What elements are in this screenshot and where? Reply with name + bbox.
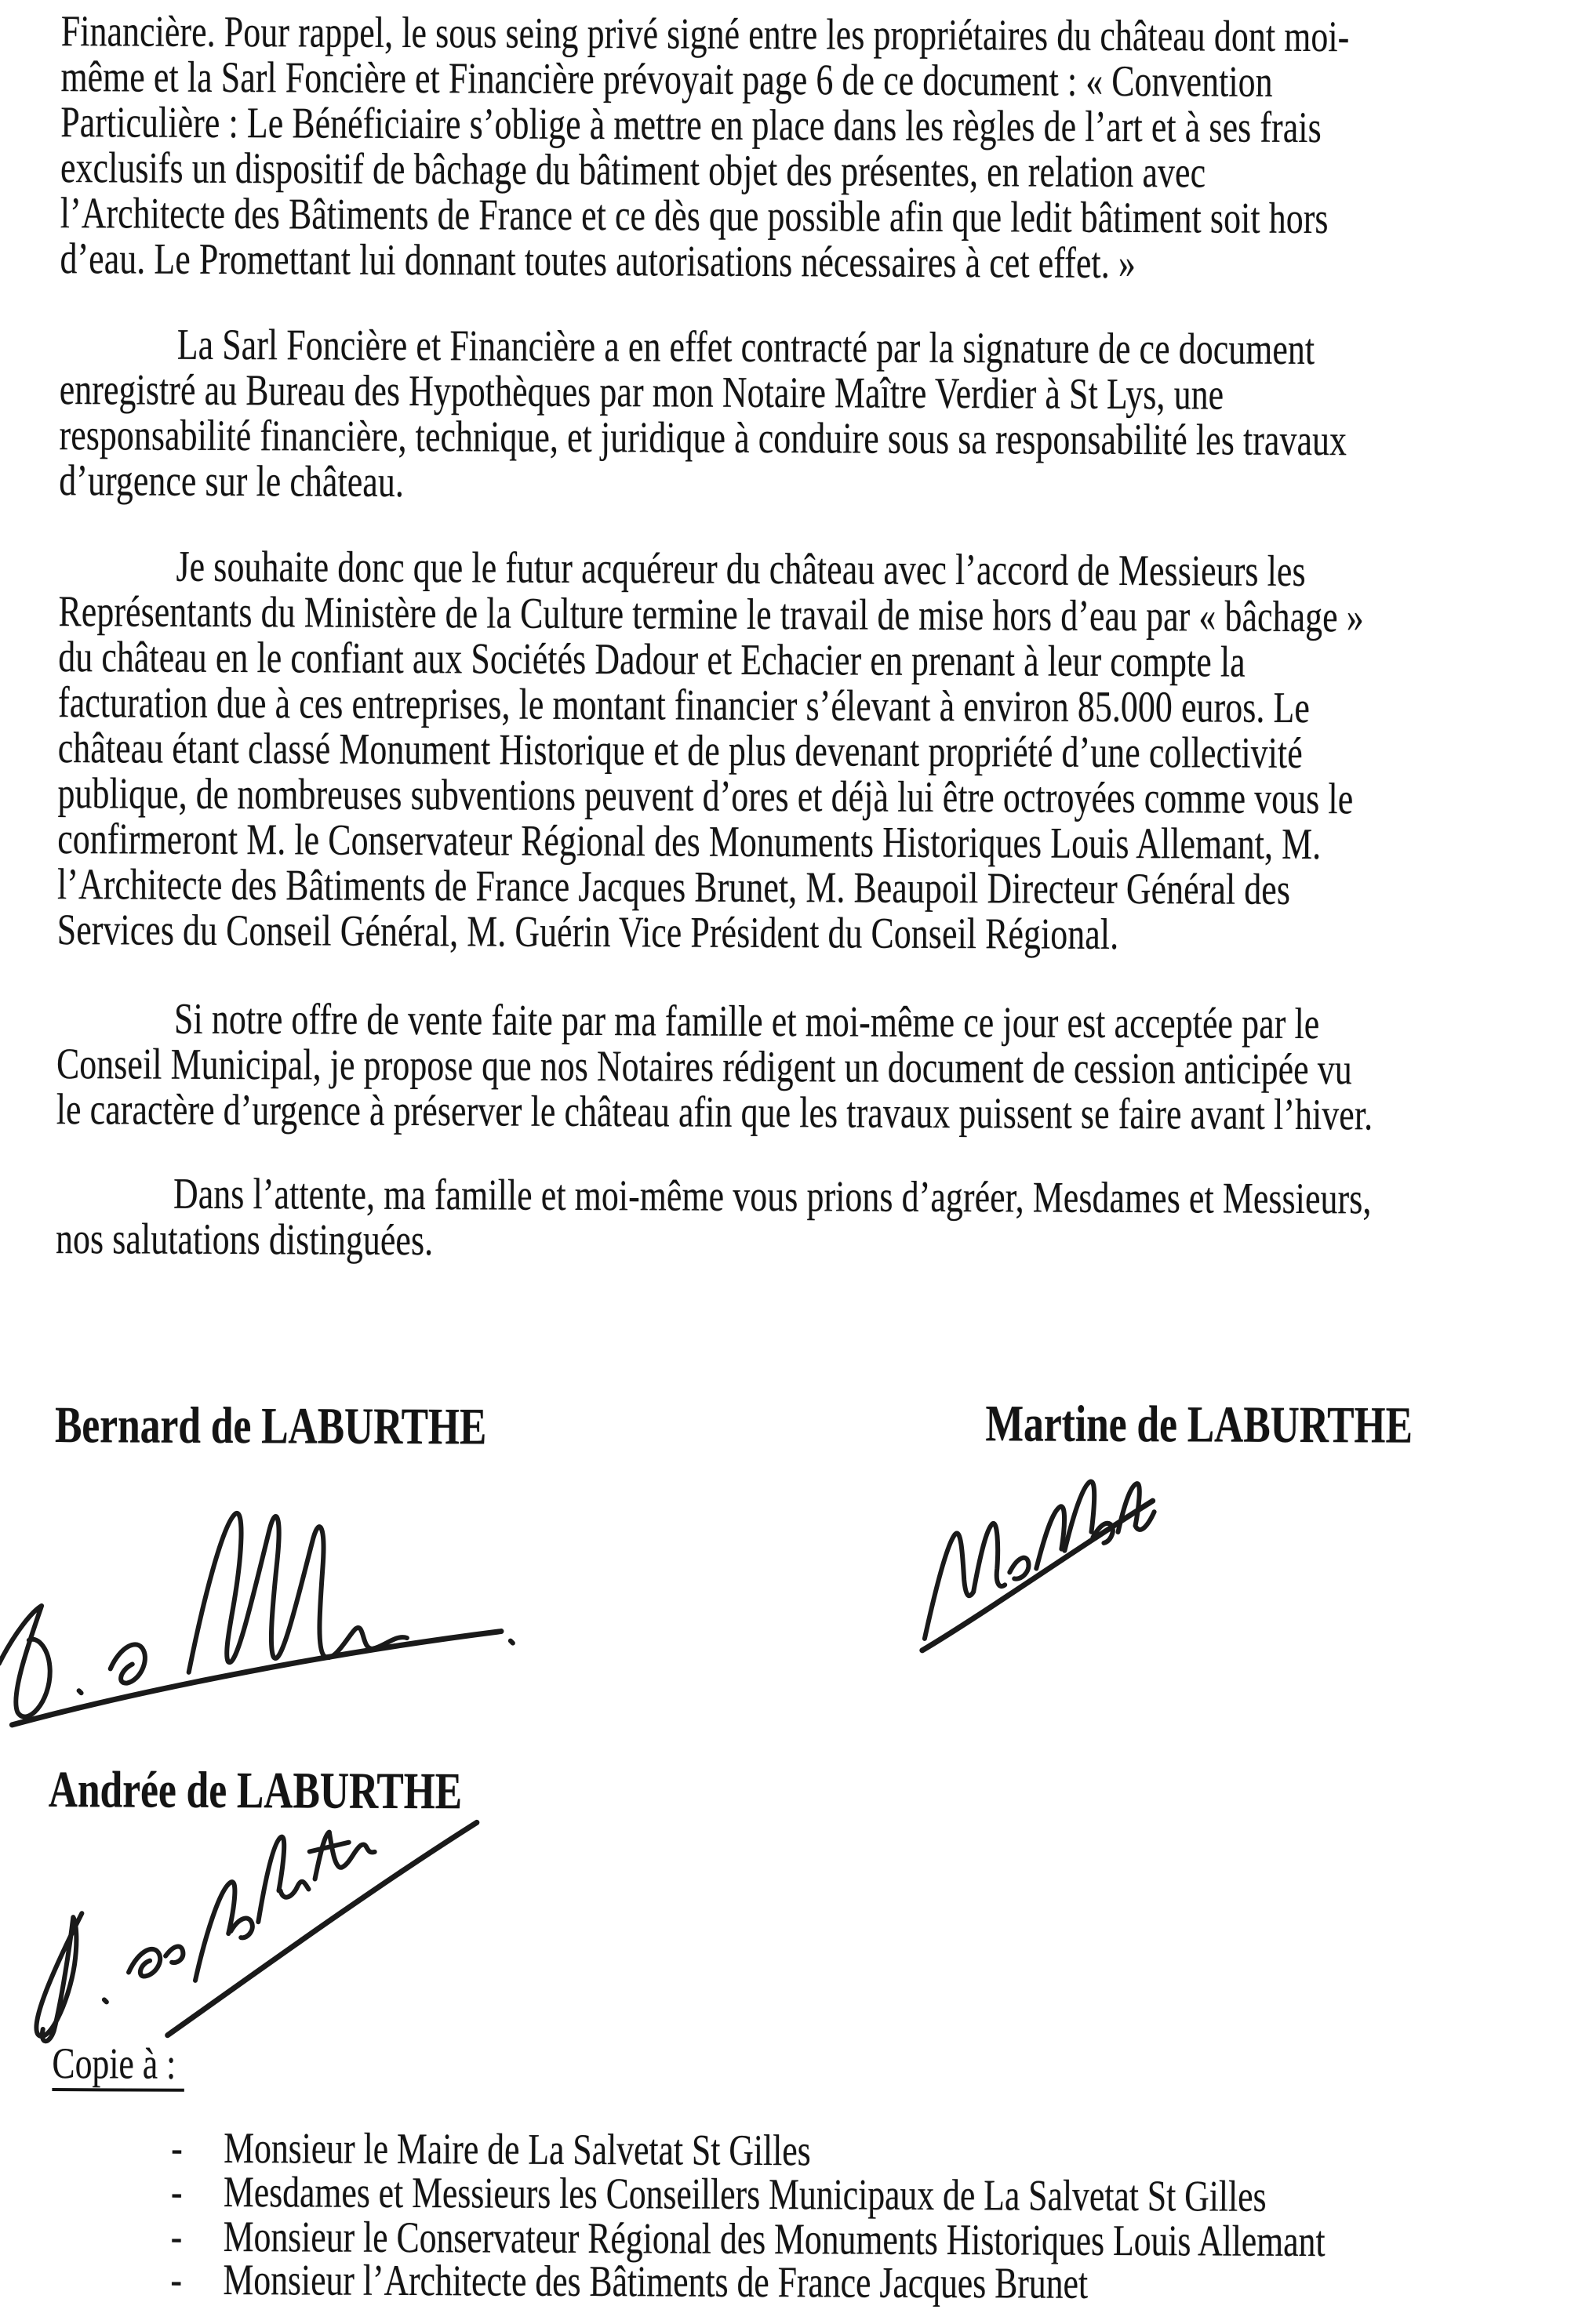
martine-signature <box>895 1462 1178 1676</box>
paragraph-convention-recap: Financière. Pour rappel, le sous seing privé signé entre les propriétaires du château dont moi- même et la Sarl Foncière et Financière prévoyait page 6 de ce document : « Convention Particulière : Le Bénéficiaire s’oblige à mettre en place dans les règles de l’art et à ses frais exclusifs un dispositif de bâchage du bâtiment objet des présentes, en relation avec l’Architecte des Bâtiments de France et ce dès que possible afin que ledit bâtiment soit hors d’eau. Le Promettant lui donnant toutes autorisations nécessaires à cet effet. » <box>60 7 1350 289</box>
paragraph-wish-bachage: Je souhaite donc que le futur acquéreur du château avec l’accord de Messieurs les Représentants du Ministère de la Culture termine le travail de mise hors d’eau par « bâchage » du château en le confiant aux Sociétés Dadour et Echacier en prenant à leur compte la facturation due à ces entreprises, le montant financier s’élevant à environ 85.000 euros. Le château étant classé Monument Historique et de plus devenant propriété d’une collectivité publique, de nombreuses subventions peuvent d’ores et déjà lui être octroyées comme vous le confirmeront M. le Conservateur Régional des Monuments Historiques Louis Allemant, M. l’Architecte des Bâtiments de France Jacques Brunet, M. Beaupoil Directeur Général des Services du Conseil Général, M. Guérin Vice Président du Conseil Régional. <box>56 542 1364 959</box>
paragraph-offer-cession: Si notre offre de vente faite par ma famille et moi-même ce jour est acceptée par le Conseil Municipal, je propose que nos Notaires rédigent un document de cession anticipée vu le caractère d’urgence à préserver le château afin que les travaux puissent se faire avant l’hiver. <box>56 994 1373 1140</box>
paragraph-sarl-responsibility: La Sarl Foncière et Financière a en effet contracté par la signature de ce document enregistré au Bureau des Hypothèques par mon Notaire Maître Verdier à St Lys, une responsabilité financière, technique, et juridique à conduire sous sa responsabilité les travaux d’urgence sur le château. <box>59 320 1347 507</box>
signatory-name-martine: Martine de LABURTHE <box>985 1395 1413 1454</box>
cc-item-text: Monsieur l’Architecte des Bâtiments de France Jacques Brunet <box>223 2256 1089 2308</box>
dash-bullet: - <box>170 2255 183 2304</box>
bernard-signature <box>0 1482 543 1743</box>
dash-bullet: - <box>171 2123 183 2173</box>
cc-item-text: Monsieur le Maire de La Salvetat St Gilles <box>224 2124 811 2176</box>
cc-list-item <box>170 2257 1516 2308</box>
cc-label-text: Copie à : <box>52 2041 184 2092</box>
signatory-name-bernard: Bernard de LABURTHE <box>54 1396 487 1456</box>
cc-item-text: Monsieur le Conservateur Régional des Monuments Historiques Louis Allemant <box>223 2213 1326 2267</box>
paragraph-salutations: Dans l’attente, ma famille et moi-même vous prions d’agréer, Mesdames et Messieurs, nos salutations distinguées. <box>55 1169 1372 1265</box>
andree-signature <box>0 1796 518 2057</box>
signatory-name-andree: Andrée de LABURTHE <box>48 1761 463 1821</box>
dash-bullet: - <box>170 2212 183 2261</box>
dash-bullet: - <box>170 2167 183 2217</box>
cc-item-text: Mesdames et Messieurs les Conseillers Municipaux de La Salvetat St Gilles <box>223 2168 1267 2221</box>
